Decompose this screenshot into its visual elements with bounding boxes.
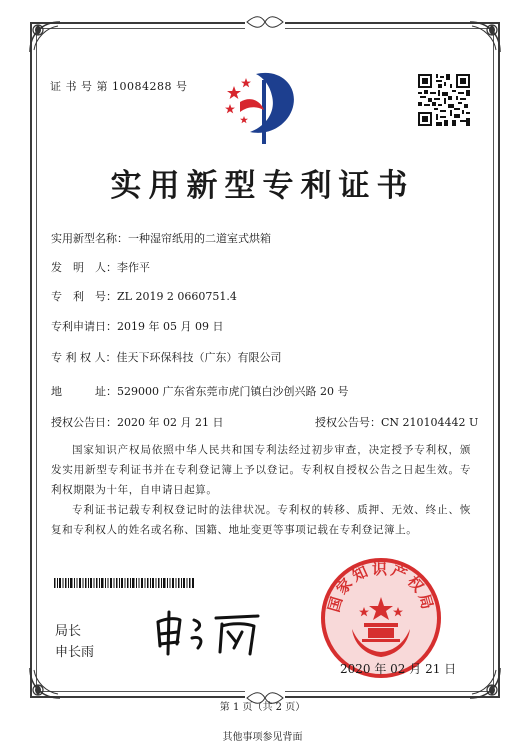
field-label: 专 利 号： bbox=[51, 290, 117, 303]
director-name: 申长雨 bbox=[55, 645, 95, 660]
field-label: 专利申请日： bbox=[51, 320, 117, 333]
cert-no-suffix: 号 bbox=[176, 80, 188, 93]
legal-paragraph: 国家知识产权局依照中华人民共和国专利法经过初步审查，决定授予专利权，颁发实用新型专利证书并在专利登记簿上予以登记。专利权自授权公告之日起生效。专利权期限为十年，自申请日起算。 bbox=[51, 444, 471, 496]
field-value: 529000 广东省东莞市虎门镇白沙创兴路 20 号 bbox=[117, 385, 349, 398]
signature-icon bbox=[150, 608, 270, 656]
border-ornament-icon bbox=[245, 15, 285, 29]
page-number: 第 1 页（共 2 页） bbox=[219, 702, 306, 713]
field-label: 地 址： bbox=[51, 385, 117, 398]
cert-no-value: 10084288 bbox=[112, 80, 172, 93]
field-filing-date bbox=[51, 318, 223, 334]
certificate-number bbox=[50, 78, 188, 94]
field-value: 一种湿帘纸用的二道室式烘箱 bbox=[128, 232, 271, 245]
field-address bbox=[51, 383, 348, 399]
field-label: 专 利 权 人： bbox=[51, 351, 117, 364]
corner-ornament-icon bbox=[468, 666, 502, 700]
field-value: 2019 年 05 月 09 日 bbox=[117, 320, 224, 333]
corner-ornament-icon bbox=[28, 20, 62, 54]
corner-ornament-icon bbox=[468, 20, 502, 54]
field-value: ZL 2019 2 0660751.4 bbox=[117, 290, 237, 303]
qr-code-icon bbox=[418, 74, 470, 126]
cert-no-label: 证 书 号 第 bbox=[50, 80, 108, 93]
seal-text: 国家知识产权局 bbox=[324, 559, 438, 615]
field-value: 佳天下环保科技（广东）有限公司 bbox=[116, 351, 282, 364]
field-utility-model-name bbox=[51, 230, 271, 246]
field-value: 李作平 bbox=[117, 261, 150, 274]
legal-paragraph: 专利证书记载专利权登记时的法律状况。专利权的转移、质押、无效、终止、恢复和专利权人的姓名或名称、国籍、地址变更等事项记载在专利登记簿上。 bbox=[51, 504, 471, 536]
field-label: 实用新型名称： bbox=[51, 232, 128, 245]
director-title: 局长 bbox=[55, 624, 82, 639]
field-patent-number bbox=[51, 288, 237, 304]
field-patentee bbox=[51, 349, 282, 365]
seal-date: 2020 年 02 月 21 日 bbox=[340, 662, 457, 676]
field-grant-number bbox=[315, 414, 478, 430]
patent-office-logo-icon bbox=[222, 66, 302, 148]
footer-note: 其他事项参见背面 bbox=[222, 732, 303, 743]
field-value: 2020 年 02 月 21 日 bbox=[117, 416, 224, 429]
field-label: 授权公告号： bbox=[315, 416, 381, 429]
field-inventor bbox=[51, 259, 150, 275]
field-grant-announcement bbox=[51, 414, 479, 430]
page-title: 实用新型专利证书 bbox=[110, 168, 415, 204]
field-value: CN 210104442 U bbox=[381, 416, 479, 429]
field-label: 发 明 人： bbox=[51, 261, 117, 274]
barcode-icon bbox=[54, 578, 194, 588]
field-label: 授权公告日： bbox=[51, 416, 117, 429]
corner-ornament-icon bbox=[28, 666, 62, 700]
